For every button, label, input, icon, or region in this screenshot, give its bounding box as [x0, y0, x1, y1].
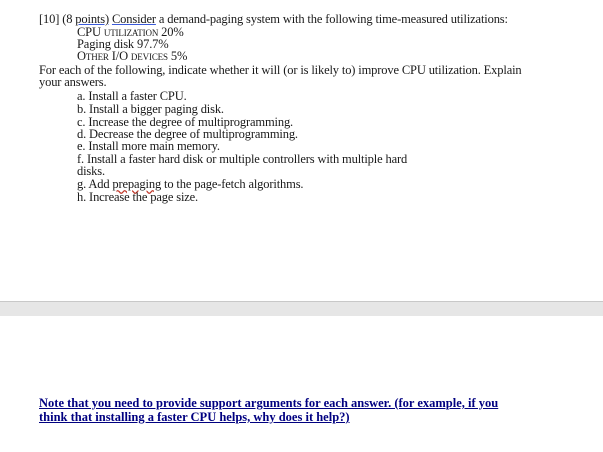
instruction-line-1	[39, 64, 522, 77]
header-rest: a demand-paging system with the following time-measured utilizations:	[155, 12, 508, 26]
note-line-2: think that installing a faster CPU helps, why does it help?)	[39, 410, 350, 424]
util-paging-disk: Paging disk 97.7%	[77, 37, 169, 51]
option-b: b. Install a bigger paging disk.	[77, 102, 224, 116]
header-points: points)	[75, 12, 109, 26]
instruction-line-2: your answers.	[39, 75, 107, 89]
option-g-word: prepaging	[112, 177, 162, 191]
option-c: c. Increase the degree of multiprogramming.	[77, 115, 294, 129]
option-e: e. Install more main memory.	[77, 139, 220, 153]
option-g-suffix: to the page-fetch algorithms.	[161, 177, 304, 191]
option-a: a. Install a faster CPU.	[77, 89, 187, 103]
util-other-io: Other I/O devices 5%	[77, 49, 188, 63]
option-f-line-1: f. Install a faster hard disk or multiple controllers with multiple hard	[77, 152, 408, 166]
option-f-line-2: disks.	[77, 164, 105, 178]
document-page-2	[0, 316, 603, 452]
option-d: d. Decrease the degree of multiprogramming.	[77, 127, 298, 141]
option-h: h. Increase the page size.	[77, 190, 199, 204]
option-g-prefix: g. Add	[77, 177, 113, 191]
page-break	[0, 301, 603, 317]
header-prefix: [10] (8	[39, 12, 76, 26]
instruction-text-1: For each of the following, indicate whether it will (or is likely to) improve CPU utilization. Explain	[39, 63, 522, 77]
note-line-1: Note that you need to provide support arguments for each answer. (for example, if you	[39, 396, 499, 410]
header-consider: Consider	[111, 12, 156, 26]
util-cpu: CPU utilization 20%	[77, 25, 184, 39]
